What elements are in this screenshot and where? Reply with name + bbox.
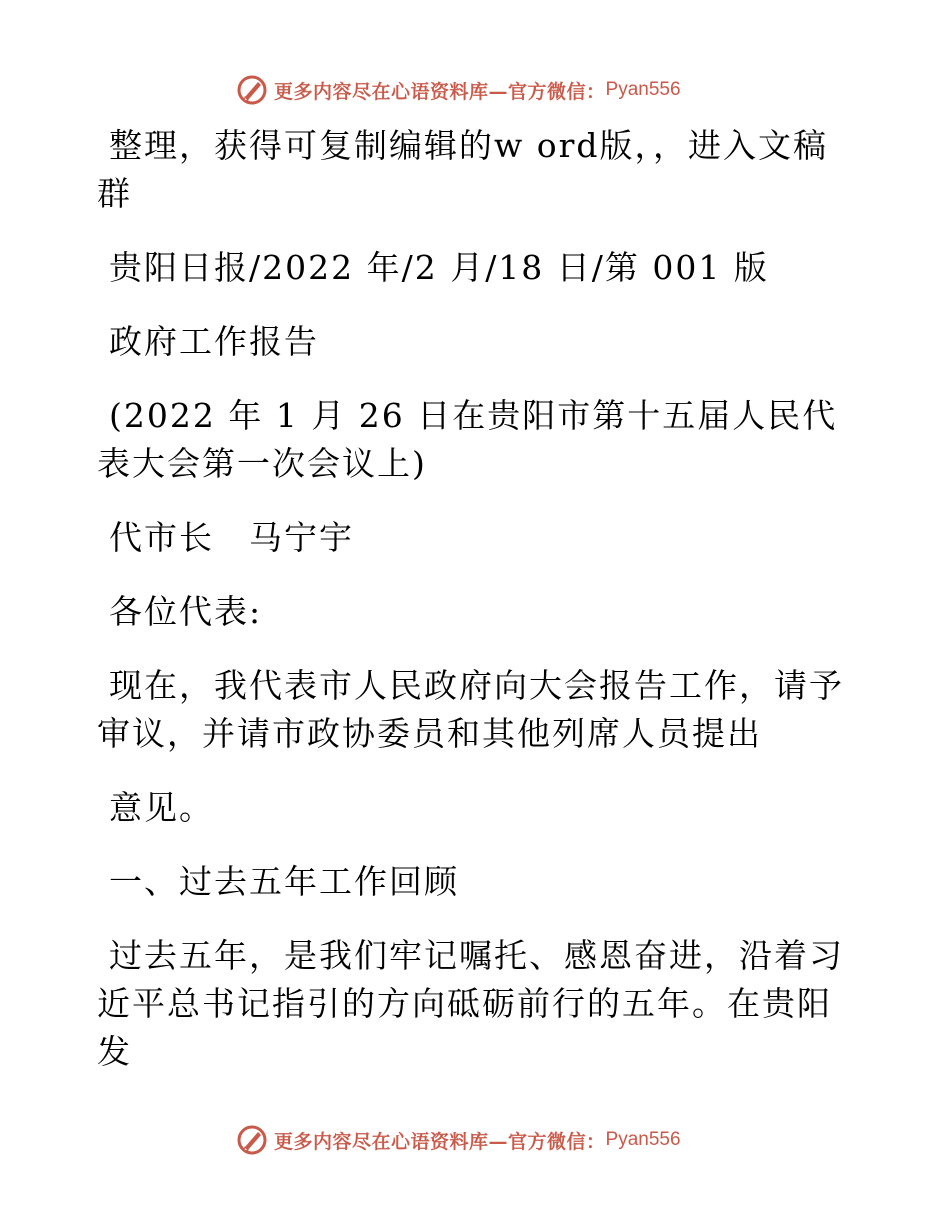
paragraph-intro: 整理，获得可复制编辑的w ord版，，进入文稿群 [97,126,829,213]
watermark-footer [236,1122,681,1158]
watermark-text: 更多内容尽在心语资料库—官方微信： [274,80,606,103]
document-body [97,122,857,1102]
paragraph-author: 代市长 马宁宇 [109,518,354,557]
watermark-header [236,72,681,108]
watermark-contact: Pyan556 [605,79,681,100]
paragraph-salutation: 各位代表: [109,592,263,631]
paragraph-opening-cont: 意见。 [109,788,214,827]
paragraph-review: 过去五年，是我们牢记嘱托、感恩奋进，沿着习近平总书记指引的方向砥砺前行的五年。在贵阳发 [97,936,844,1071]
paragraph-source: 贵阳日报/2022 年/2 月/18 日/第 001 版 [109,248,769,287]
paragraph-occasion: (2022 年 1 月 26 日在贵阳市第十五届人民代表大会第一次会议上) [97,396,838,483]
document-title: 政府工作报告 [109,322,319,361]
pen-logo-icon [236,1124,268,1156]
section-heading: 一、过去五年工作回顾 [109,862,459,901]
pen-logo-icon [236,74,268,106]
paragraph-opening: 现在，我代表市人民政府向大会报告工作，请予审议，并请市政协委员和其他列席人员提出 [97,666,844,753]
watermark-text: 更多内容尽在心语资料库—官方微信： [274,1130,606,1153]
watermark-contact: Pyan556 [605,1129,681,1150]
